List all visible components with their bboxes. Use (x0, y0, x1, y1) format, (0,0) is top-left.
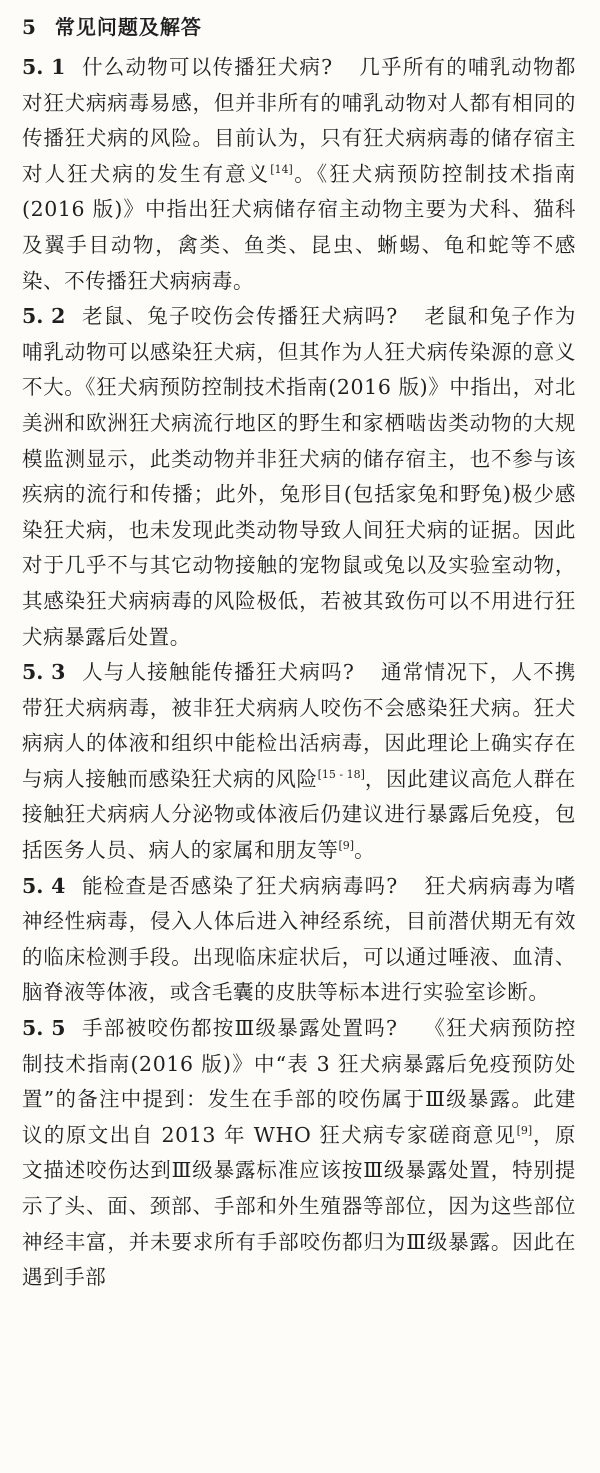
citation-ref: [9] (516, 1123, 533, 1137)
qa-item-5-3 (22, 655, 576, 869)
question-number: 5. 1 (22, 55, 66, 79)
question-text: 能检查是否感染了狂犬病病毒吗? (81, 873, 398, 898)
answer-text: 通常情况下，人不携带狂犬病病毒，被非狂犬病病人咬伤不会感染狂犬病。狂犬病病人的体液和组织中能检出活病毒，因此理论上确实存在与病人接触而感染狂犬病的风险 (22, 660, 576, 791)
qa-item-5-4 (22, 869, 576, 1011)
qa-item-5-2 (22, 299, 576, 655)
section-number: 5 (22, 15, 37, 39)
citation-ref: [9] (338, 839, 355, 853)
answer-text: ，原文描述咬伤达到Ⅲ级暴露标准应该按Ⅲ级暴露处置，特别提示了头、面、颈部、手部和外生殖器等部位，因为这些部位神经丰富，并未要求所有手部咬伤都归为Ⅲ级暴露。因此在遇到手部 (22, 1122, 576, 1290)
answer-text: 老鼠和兔子作为哺乳动物可以感染狂犬病，但其作为人狂犬病传染源的意义不大。《狂犬病预防控制技术指南(2016 版)》中指出，对北美洲和欧洲狂犬病流行地区的野生和家栖啮齿类动物的大规模监测显示，此类动物并非狂犬病的储存宿主，也不参与该疾病的流行和传播；此外，兔形目(包括家兔和野兔)极少感染狂犬病，也未发现此类动物导致人间狂犬病的证据。因此对于几乎不与其它动物接触的宠物鼠或兔以及实验室动物，其感染狂犬病病毒的风险极低，若被其致伤可以不用进行狂犬病暴露后处置。 (22, 304, 576, 649)
question-number: 5. 4 (22, 873, 66, 898)
section-heading (22, 10, 576, 44)
question-text: 什么动物可以传播狂犬病? (81, 55, 333, 79)
answer-text: 。 (354, 838, 376, 863)
answer-text: 狂犬病病毒为嗜神经性病毒，侵入人体后进入神经系统，目前潜伏期无有效的临床检测手段。出现临床症状后，可以通过唾液、血清、脑脊液等体液，或含毛囊的皮肤等标本进行实验室诊断。 (22, 873, 576, 1005)
answer-text: 《狂犬病预防控制技术指南(2016 版)》中“表 3 狂犬病暴露后免疫预防处置”的备注中提到：发生在手部的咬伤属于Ⅲ级暴露。此建议的原文出自 2013 年 WHO 狂犬病专家磋商意见 (22, 1016, 576, 1147)
qa-item-5-1 (22, 50, 576, 299)
question-text: 手部被咬伤都按Ⅲ级暴露处置吗? (81, 1016, 398, 1041)
question-number: 5. 2 (22, 304, 66, 329)
qa-item-5-5 (22, 1011, 576, 1296)
question-number: 5. 3 (22, 660, 66, 685)
answer-text: ，因此建议高危人群在接触狂犬病病人分泌物或体液后仍建议进行暴露后免疫，包括医务人员、病人的家属和朋友等 (22, 766, 576, 863)
citation-ref: [14] (270, 162, 293, 176)
answer-text: 几乎所有的哺乳动物都对狂犬病病毒易感，但并非所有的哺乳动物对人都有相同的传播狂犬病的风险。目前认为，只有狂犬病病毒的储存宿主对人狂犬病的发生有意义 (22, 55, 576, 186)
section-title: 常见问题及解答 (54, 15, 202, 39)
question-text: 老鼠、兔子咬伤会传播狂犬病吗? (81, 304, 398, 329)
question-text: 人与人接触能传播狂犬病吗? (81, 660, 355, 685)
answer-text: 。《狂犬病预防控制技术指南(2016 版)》中指出狂犬病储存宿主动物主要为犬科、猫科及翼手目动物，禽类、鱼类、昆虫、蜥蜴、龟和蛇等不感染、不传播狂犬病病毒。 (22, 161, 576, 293)
citation-ref: [15 - 18] (317, 768, 365, 782)
question-number: 5. 5 (22, 1016, 66, 1041)
